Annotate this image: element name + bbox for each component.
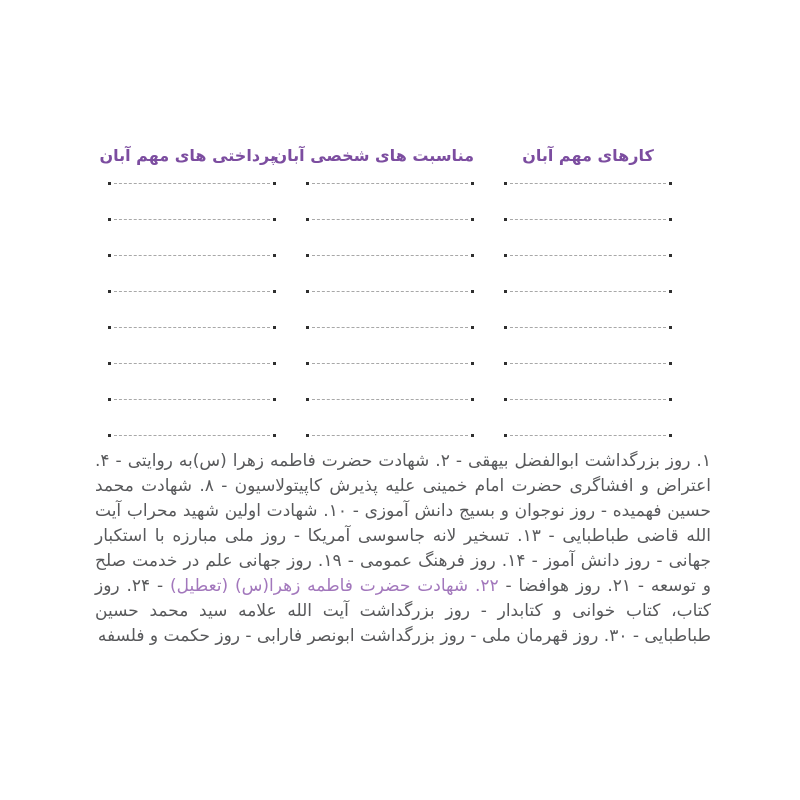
dotted-rule <box>312 183 468 184</box>
blank-writing-line <box>504 397 672 401</box>
column-title-important-tasks: کارهای مهم آبان <box>522 146 654 165</box>
blank-writing-line <box>306 217 474 221</box>
line-start-dot <box>669 398 672 401</box>
month-occasions-note <box>95 449 711 649</box>
blank-writing-line <box>504 181 672 185</box>
dotted-rule <box>312 399 468 400</box>
line-end-dot <box>108 182 111 185</box>
dotted-rule <box>312 435 468 436</box>
occasions-text-before-highlight: ۱. روز بزرگداشت ابوالفضل بیهقی - ۲. شهادت حضرت فاطمه زهرا (س)به روایتی - ۴. اعتراض و افشاگری حضرت امام خمینی علیه پذیرش کاپیتولاسیون - ۸. شهادت محمد حسین فهمیده - روز نوجوان و بسیج دانش آموزی - ۱۰. شهادت اولین شهید محراب آیت الله قاضی طباطبایی - ۱۳. تسخیر لانه جاسوسی آمریکا - روز ملی مبارزه با استکبار جهانی - روز دانش آموز - ۱۴. روز فرهنگ عمومی - ۱۹. روز جهانی علم در خدمت صلح و توسعه - ۲۱. روز هوافضا - <box>95 451 712 596</box>
line-start-dot <box>669 182 672 185</box>
line-start-dot <box>273 398 276 401</box>
dotted-rule <box>114 183 270 184</box>
blank-writing-line <box>306 397 474 401</box>
line-end-dot <box>306 434 309 437</box>
dotted-rule <box>114 219 270 220</box>
occasions-highlighted-holiday: ۲۲. شهادت حضرت فاطمه زهرا(س) (تعطیل) <box>170 576 499 596</box>
line-end-dot <box>108 254 111 257</box>
line-end-dot <box>306 182 309 185</box>
dotted-rule <box>114 363 270 364</box>
line-end-dot <box>306 326 309 329</box>
line-end-dot <box>306 362 309 365</box>
blank-writing-line <box>108 361 276 365</box>
column-title-personal-occasions: مناسبت های شخصی آبان <box>273 146 474 165</box>
dotted-rule <box>312 291 468 292</box>
blank-lines-important-tasks <box>504 181 672 437</box>
line-start-dot <box>273 362 276 365</box>
line-end-dot <box>108 218 111 221</box>
line-end-dot <box>504 290 507 293</box>
line-start-dot <box>471 182 474 185</box>
dotted-rule <box>510 219 666 220</box>
line-start-dot <box>669 218 672 221</box>
dotted-rule <box>510 435 666 436</box>
line-end-dot <box>504 326 507 329</box>
column-important-tasks <box>504 146 672 469</box>
line-start-dot <box>273 434 276 437</box>
line-start-dot <box>669 362 672 365</box>
dotted-rule <box>510 399 666 400</box>
blank-writing-line <box>108 397 276 401</box>
blank-writing-line <box>108 217 276 221</box>
dotted-rule <box>114 435 270 436</box>
line-start-dot <box>471 434 474 437</box>
dotted-rule <box>510 363 666 364</box>
line-end-dot <box>504 254 507 257</box>
blank-writing-line <box>504 289 672 293</box>
dotted-rule <box>312 255 468 256</box>
dotted-rule <box>114 399 270 400</box>
line-end-dot <box>504 182 507 185</box>
dotted-rule <box>312 327 468 328</box>
line-start-dot <box>669 434 672 437</box>
line-end-dot <box>108 326 111 329</box>
line-end-dot <box>108 290 111 293</box>
line-start-dot <box>669 326 672 329</box>
blank-writing-line <box>306 181 474 185</box>
line-start-dot <box>471 326 474 329</box>
blank-writing-line <box>108 181 276 185</box>
line-start-dot <box>273 218 276 221</box>
blank-writing-line <box>504 361 672 365</box>
blank-writing-line <box>108 433 276 437</box>
blank-writing-line <box>504 325 672 329</box>
line-end-dot <box>306 218 309 221</box>
blank-writing-line <box>504 217 672 221</box>
blank-writing-line <box>306 433 474 437</box>
dotted-rule <box>312 363 468 364</box>
blank-lines-important-payments <box>108 181 276 437</box>
occasions-text-after-highlight: - ۲۴. روز کتاب، کتاب خوانی و کتابدار - روز بزرگداشت آیت الله علامه سید محمد حسین طباطبایی - ۳۰. روز قهرمان ملی - روز بزرگداشت ابونصر فارابی - روز حکمت و فلسفه <box>95 576 711 646</box>
dotted-rule <box>114 327 270 328</box>
line-start-dot <box>273 182 276 185</box>
blank-writing-line <box>504 253 672 257</box>
dotted-rule <box>510 327 666 328</box>
blank-writing-line <box>108 253 276 257</box>
line-end-dot <box>306 290 309 293</box>
blank-writing-line <box>306 325 474 329</box>
line-start-dot <box>669 254 672 257</box>
line-end-dot <box>504 398 507 401</box>
line-end-dot <box>306 398 309 401</box>
line-end-dot <box>108 398 111 401</box>
line-end-dot <box>306 254 309 257</box>
blank-writing-line <box>504 433 672 437</box>
blank-writing-line <box>108 289 276 293</box>
line-end-dot <box>504 362 507 365</box>
line-start-dot <box>471 254 474 257</box>
line-start-dot <box>471 362 474 365</box>
column-title-important-payments: پرداختی های مهم آبان <box>99 146 276 165</box>
blank-writing-line <box>108 325 276 329</box>
dotted-rule <box>114 291 270 292</box>
line-start-dot <box>273 254 276 257</box>
line-start-dot <box>471 398 474 401</box>
blank-writing-line <box>306 253 474 257</box>
blank-writing-line <box>306 289 474 293</box>
column-personal-occasions <box>273 146 474 469</box>
line-end-dot <box>504 218 507 221</box>
dotted-rule <box>114 255 270 256</box>
dotted-rule <box>312 219 468 220</box>
planner-columns <box>99 146 672 469</box>
line-end-dot <box>108 434 111 437</box>
column-important-payments <box>99 146 276 469</box>
line-start-dot <box>471 290 474 293</box>
line-end-dot <box>504 434 507 437</box>
blank-writing-line <box>306 361 474 365</box>
dotted-rule <box>510 291 666 292</box>
line-start-dot <box>669 290 672 293</box>
line-start-dot <box>471 218 474 221</box>
dotted-rule <box>510 183 666 184</box>
blank-lines-personal-occasions <box>306 181 474 437</box>
dotted-rule <box>510 255 666 256</box>
line-start-dot <box>273 326 276 329</box>
line-start-dot <box>273 290 276 293</box>
line-end-dot <box>108 362 111 365</box>
